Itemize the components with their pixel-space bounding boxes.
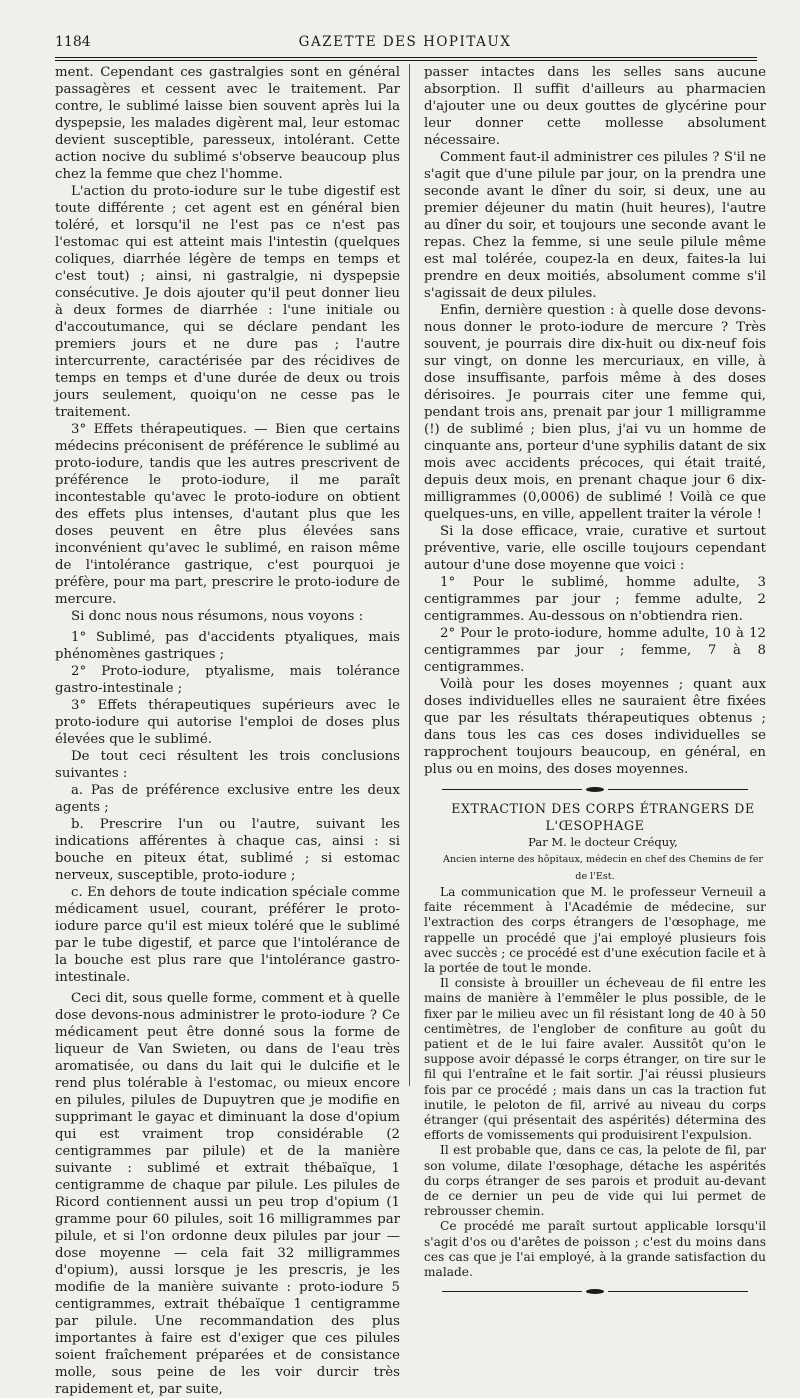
article-affiliation: Ancien interne des hôpitaux, médecin en chef des Chemins de fer de l'Est. [443,854,763,882]
paragraph: a. Pas de préférence exclusive entre les deux agents ; [55,783,400,815]
paragraph: Voilà pour les doses moyennes ; quant aux doses individuelles elles ne sauraient être fixées que par les résultats thérapeutiques obtenus ; dans tous les cas ces doses individuelles se rapprochent toujours beaucoup, en général, en plus ou en moins, des doses moyennes. [424,677,766,777]
paragraph: 1° Pour le sublimé, homme adulte, 3 centigrammes par jour ; femme adulte, 2 centigrammes. Au-dessous on n'obtiendra rien. [424,575,766,624]
paragraph: passer intactes dans les selles sans aucune absorption. Il suffit d'ailleurs au pharmacien d'ajouter une ou deux gouttes de glycérine pour leur donner cette mollesse absolument nécessaire. [424,65,766,148]
section-ornament [424,782,766,796]
paragraph: Ce procédé me paraît surtout applicable lorsqu'il s'agit d'os ou d'arêtes de poisson ; c'est du moins dans ces cas que je l'ai employé, à la grande satisfaction du malade. [424,1219,766,1280]
article-title: EXTRACTION DES CORPS ÉTRANGERS DE L'ŒSOPHAGE [451,801,755,833]
article-body [424,885,766,1280]
paragraph: 3° Effets thérapeutiques. — Bien que certains médecins préconisent de préférence le sublimé au proto-iodure, tandis que les autres prescrivent de préférence le proto-iodure, il me paraît incontestable qu'avec le proto-iodure on obtient des effets plus intenses, d'autant plus que les doses peuvent en être plus élevées sans inconvénient qu'avec le sublimé, en raison même de l'intolérance gastrique, c'est pourquoi je préfère, pour ma part, prescrire le proto-iodure de mercure. [55,422,400,607]
paragraph: c. En dehors de toute indication spéciale comme médicament usuel, courant, préférer le proto-iodure parce qu'il est mieux toléré que le sublimé par le tube digestif, et parce que l'intolérance de la bouche est plus rare que l'intolérance gastro-intestinale. [55,885,400,985]
paragraph: 1° Sublimé, pas d'accidents ptyaliques, mais phénomènes gastriques ; [55,630,400,662]
paragraph: 3° Effets thérapeutiques supérieurs avec le proto-iodure qui autorise l'emploi de doses plus élevées que le sublimé. [55,698,400,747]
paragraph: Comment faut-il administrer ces pilules ? S'il ne s'agit que d'une pilule par jour, on la prendra une seconde avant le dîner du soir, si deux, une au premier déjeuner du matin (huit heures), l'autre au dîner du soir, et toujours une seconde avant le repas. Chez la femme, si une seule pilule même est mal tolérée, coupez-la en deux, faites-la lui prendre en deux moitiés, absolument comme s'il s'agissait de deux pilules. [424,150,766,301]
paragraph: 2° Proto-iodure, ptyalisme, mais tolérance gastro-intestinale ; [55,664,400,696]
paragraph: L'action du proto-iodure sur le tube digestif est toute différente ; cet agent est en général bien toléré, et lorsqu'il ne l'est pas ce n'est pas l'estomac qui est atteint mais l'intestin (quelques coliques, diarrhée légère de temps en temps et c'est tout) ; ainsi, ni gastralgie, ni dyspepsie consécutive. Je dois ajouter qu'il peut donner lieu à deux formes de diarrhée : l'une initiale ou d'accoutumance, qui se déclare pendant les premiers jours et ne dure pas ; l'autre intercurrente, caractérisée par des récidives de temps en temps et d'une durée de deux ou trois jours seulement, quoiqu'on ne cesse pas le traitement. [55,184,400,420]
end-ornament [424,1284,766,1298]
paragraph: Si donc nous nous résumons, nous voyons : [71,609,364,624]
left-column [55,64,400,1398]
header-rule-double [55,60,757,61]
paragraph: Ceci dit, sous quelle forme, comment et à quelle dose devons-nous administrer le proto-iodure ? Ce médicament peut être donné sous la forme de liqueur de Van Swieten, ou dans de l'eau très aromatisée, ou dans du lait qui le dulcifie et le rend plus tolérable à l'estomac, ou mieux encore en pilules, pilules de Dupuytren que je modifie en supprimant le gayac et diminuant la dose d'opium qui est vraiment trop considérable (2 centigrammes par pilule) et de la manière suivante : sublimé et extrait thébaïque, 1 centigramme de chaque par pilule. Les pilules de Ricord contiennent aussi un peu trop d'opium (1 gramme pour 60 pilules, soit 16 milligrammes par pilule, et si l'on ordonne deux pilules par jour — dose moyenne — cela fait 32 milligrammes d'opium), aussi lorsque je les prescris, je les modifie de la manière suivante : proto-iodure 5 centigrammes, extrait thébaïque 1 centigramme par pilule. Une recommandation des plus importantes à faire est d'exiger que ces pilules soient fraîchement préparées et de consistance molle, sous peine de les voir durcir très rapidement et, par suite, [55,991,400,1397]
paragraph: La communication que M. le professeur Verneuil a faite récemment à l'Académie de médecine, sur l'extraction des corps étrangers de l'œsophage, me rappelle un procédé que j'ai employé plusieurs fois avec succès ; ce procédé est d'une exécution facile et à la portée de tout le monde. [424,885,766,976]
paragraph: Il consiste à brouiller un écheveau de fil entre les mains de manière à l'emmêler le plus possible, de le fixer par le milieu avec un fil résistant long de 40 à 50 centimètres, de l'englober de confiture au goût du patient et de le lui faire avaler. Aussitôt qu'on le suppose avoir dépassé le corps étranger, on tire sur le fil qui l'entraîne et le fait sortir. J'ai réussi plusieurs fois par ce procédé ; mais dans un cas la traction fut inutile, le peloton de fil, arrivé au niveau du corps étranger (qui présentait des aspérités) détermina des efforts de vomissements qui produisirent l'expulsion. [424,976,766,1143]
paragraph: Si la dose efficace, vraie, curative et surtout préventive, varie, elle oscille toujours cependant autour d'une dose moyenne que voici : [424,524,766,573]
page-header [55,30,755,56]
page-number: 1184 [55,34,91,50]
running-title: GAZETTE DES HOPITAUX [298,34,512,50]
paragraph: Il est probable que, dans ce cas, la pelote de fil, par son volume, dilate l'œsophage, détache les aspérités du corps étranger de ses parois et produit au-devant de ce dernier un peu de vide qui lui permet de rebrousser chemin. [424,1143,766,1219]
paragraph: Enfin, dernière question : à quelle dose devons-nous donner le proto-iodure de mercure ? Très souvent, je pourrais dire dix-huit ou dix-neuf fois sur vingt, on donne les mercuriaux, en ville, à dose insuffisante, parfois même à des doses dérisoires. Je pourrais citer une femme qui, pendant trois ans, prenait par jour 1 milligramme (!) de sublimé ; bien plus, j'ai vu un homme de cinquante ans, porteur d'une syphilis datant de six mois avec accidents précoces, qui était traité, depuis deux mois, en prenant chaque jour 6 dix-milligrammes (0,0006) de sublimé ! Voilà ce que quelques-uns, en ville, appellent traiter la vérole ! [424,303,766,522]
paragraph: De tout ceci résultent les trois conclusions suivantes : [55,749,400,781]
paragraph: 2° Pour le proto-iodure, homme adulte, 10 à 12 centigrammes par jour ; femme, 7 à 8 centigrammes. [424,626,766,675]
paragraph: ment. Cependant ces gastralgies sont en général passagères et cessent avec le traitement. Par contre, le sublimé laisse bien souvent après lui la dyspepsie, les malades digèrent mal, leur estomac devient susceptible, paresseux, intolérant. Cette action nocive du sublimé s'observe beaucoup plus chez la femme que chez l'homme. [55,65,400,182]
paragraph: b. Prescrire l'un ou l'autre, suivant les indications afférentes à chaque cas, ainsi : si bouche en piteux état, sublimé ; si estomac nerveux, susceptible, proto-iodure ; [55,817,400,883]
article-author: Par M. le docteur Créquy, [528,835,678,849]
header-rule [55,57,757,58]
right-column [424,64,766,1302]
column-divider [409,64,410,1086]
right-column-text [424,64,766,778]
